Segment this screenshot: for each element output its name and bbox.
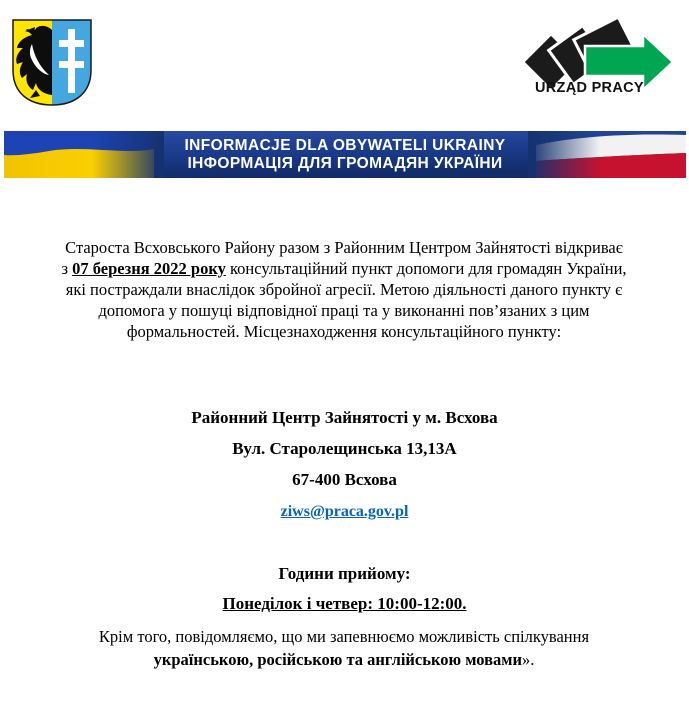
hours-schedule: Понеділок і четвер: 10:00-12:00. xyxy=(222,594,467,613)
contact-email-row xyxy=(0,503,689,521)
footer-note xyxy=(61,625,627,671)
urzad-pracy-logo xyxy=(523,12,685,106)
banner-title-pl: INFORMACJE DLA OBYWATELI UKRAINY xyxy=(184,137,506,154)
footer-text-regular: Крім того, повідомляємо, що ми запевнюємо можливість спілкування xyxy=(98,627,590,646)
footer-text-bold: українською, російською та англійською мовами xyxy=(153,650,523,669)
contact-center-name: Районний Центр Зайнятості у м. Всхова xyxy=(191,408,498,427)
footer-text-end: ». xyxy=(522,650,535,669)
coat-of-arms-icon xyxy=(10,18,94,107)
hours-heading: Години прийому: xyxy=(278,564,411,583)
info-banner xyxy=(4,131,686,178)
urzad-pracy-label: URZĄD PRACY xyxy=(535,80,644,96)
intro-text-before-date: Староста Всховського Району разом з Районним Центром Зайнятості відкриває з xyxy=(61,238,623,278)
intro-paragraph xyxy=(61,237,627,342)
email-link[interactable]: ziws@praca.gov.pl xyxy=(280,503,409,520)
contact-street-address: Вул. Старолещинська 13,13А xyxy=(232,439,457,458)
intro-text-after-date: консультаційний пункт допомоги для громадян України, які постраждали внаслідок збройної агресії. Метою діяльності даного пункту є допомога у пошуці відповідної праці та у виконанні пов’язаних з цим формальностей. Місцезнаходження консультаційного пункту: xyxy=(65,259,627,341)
coat-of-arms xyxy=(10,18,94,112)
banner-title-uk: ІНФОРМАЦІЯ ДЛЯ ГРОМАДЯН УКРАЇНИ xyxy=(187,154,503,172)
intro-date: 07 березня 2022 року xyxy=(72,259,226,278)
banner-title xyxy=(4,137,686,172)
contact-postal-city: 67-400 Всхова xyxy=(292,470,397,489)
